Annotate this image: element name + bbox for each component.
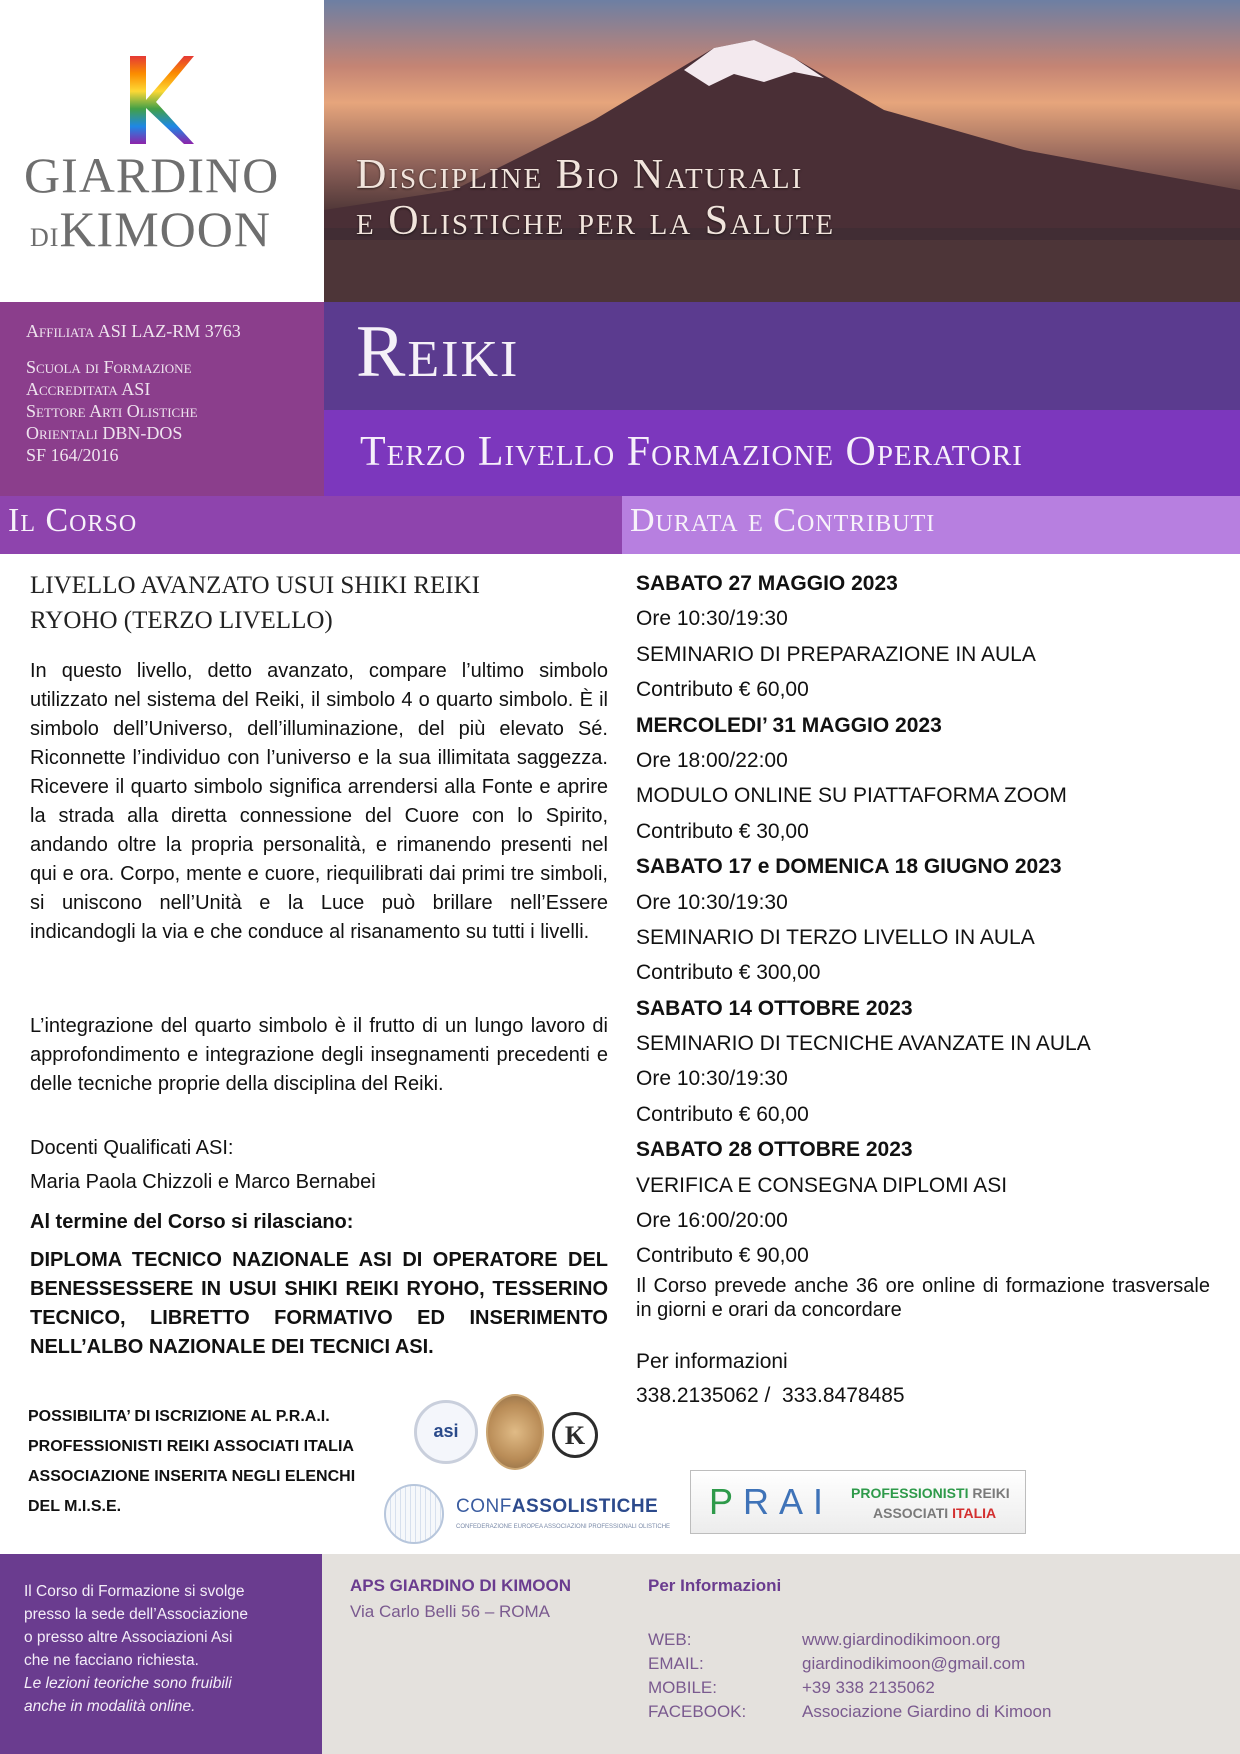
course-title-line: LIVELLO AVANZATO USUI SHIKI REIKI <box>30 572 480 599</box>
prai-logo <box>690 1470 1026 1534</box>
level-title-panel <box>324 410 1240 496</box>
logo-text-kimoon-word: KIMOON <box>59 201 271 257</box>
footer-left-line: anche in modalità online. <box>24 1698 196 1715</box>
course-title <box>30 568 610 638</box>
footer-left-text <box>24 1580 304 1718</box>
prai-note-line: DEL M.I.S.E. <box>28 1498 122 1515</box>
prai-word: ASSOCIATI <box>873 1505 949 1521</box>
schedule-detail: Ore 10:30/19:30 <box>636 607 788 631</box>
prai-letter-p: P <box>709 1481 744 1522</box>
logo-text-giardino: GIARDINO <box>24 147 280 203</box>
schedule-date: SABATO 17 e DOMENICA 18 GIUGNO 2023 <box>636 855 1062 879</box>
course-integration-paragraph: L’integrazione del quarto simbolo è il frutto di un lungo lavoro di approfondimento e integrazione degli insegnamenti precedenti e delle tecniche proprie della disciplina del Reiki. <box>30 1015 608 1095</box>
confassolistiche-subtitle: CONFEDERAZIONE EUROPEA ASSOCIAZIONI PROFESSIONALI OLISTICHE <box>456 1524 671 1530</box>
prai-registration-note <box>28 1402 388 1522</box>
globe-icon <box>384 1484 444 1544</box>
kimoon-seal-icon <box>552 1412 598 1458</box>
prai-subtitle-line1 <box>851 1485 1010 1501</box>
prai-subtitle-line2 <box>873 1505 996 1521</box>
prai-note-line: PROFESSIONISTI REIKI ASSOCIATI ITALIA <box>28 1438 354 1455</box>
prai-word: REIKI <box>972 1485 1010 1501</box>
schedule-detail: VERIFICA E CONSEGNA DIPLOMI ASI <box>636 1173 1008 1197</box>
prai-word: PROFESSIONISTI <box>851 1485 969 1501</box>
footer-facebook-label: FACEBOOK: <box>648 1702 747 1721</box>
section-heading-durata <box>622 496 1240 554</box>
confass-prefix: CONF <box>456 1496 512 1517</box>
section-heading-text: Il Corso <box>8 502 138 539</box>
course-title-line: RYOHO (TERZO LIVELLO) <box>30 607 333 634</box>
schedule-detail: MODULO ONLINE SU PIATTAFORMA ZOOM <box>636 784 1067 808</box>
prai-note-line: POSSIBILITA’ DI ISCRIZIONE AL P.R.A.I. <box>28 1408 330 1425</box>
schedule-date: SABATO 28 OTTOBRE 2023 <box>636 1138 913 1162</box>
section-heading-text: Durata e Contributi <box>630 502 936 539</box>
teachers-names: Maria Paola Chizzoli e Marco Bernabei <box>30 1171 376 1193</box>
affiliation-line: Scuola di Formazione <box>26 357 192 377</box>
schedule-date: SABATO 14 OTTOBRE 2023 <box>636 996 913 1020</box>
footer-email-link[interactable]: giardinodikimoon@gmail.com <box>802 1654 1026 1673</box>
info-label: Per informazioni <box>636 1350 788 1373</box>
footer-facebook-link[interactable]: Associazione Giardino di Kimoon <box>802 1702 1052 1721</box>
footer-web-link[interactable]: www.giardinodikimoon.org <box>802 1630 1001 1649</box>
schedule-detail: Ore 16:00/20:00 <box>636 1209 788 1233</box>
schedule-detail: SEMINARIO DI TERZO LIVELLO IN AULA <box>636 925 1035 949</box>
prai-letters: RAI <box>743 1481 834 1522</box>
schedule-list <box>636 566 1212 1274</box>
footer-left-panel <box>0 1554 322 1754</box>
footer-left-line: che ne facciano richiesta. <box>24 1652 199 1669</box>
logo-text-kimoon <box>30 200 310 258</box>
schedule-detail: Contributo € 90,00 <box>636 1244 809 1268</box>
k-logo-icon <box>128 52 194 148</box>
diploma-text: DIPLOMA TECNICO NAZIONALE ASI DI OPERATORE DEL BENESSESSERE IN USUI SHIKI REIKI RYOHO, TESSERINO TECNICO, LIBRETTO FORMATIVO ED INSERIMENTO NELL’ALBO NAZIONALE DEI TECNICI ASI. <box>30 1249 608 1358</box>
schedule-detail: Ore 10:30/19:30 <box>636 1067 788 1091</box>
asi-seal-icon <box>414 1400 478 1464</box>
schedule-detail: SEMINARIO DI PREPARAZIONE IN AULA <box>636 642 1036 666</box>
logo-panel <box>0 0 324 302</box>
schedule-detail: Contributo € 30,00 <box>636 819 809 843</box>
schedule-detail: Ore 10:30/19:30 <box>636 890 788 914</box>
footer-email-label: EMAIL: <box>648 1654 704 1673</box>
affiliation-line: SF 164/2016 <box>26 445 119 465</box>
affiliation-line: Affiliata ASI LAZ-RM 3763 <box>26 321 241 341</box>
schedule-detail: Contributo € 300,00 <box>636 961 821 985</box>
hero-title-line2: e Olistiche per la Salute <box>356 198 836 244</box>
course-name-title: Reiki <box>356 311 520 393</box>
affiliation-line: Orientali DBN-DOS <box>26 423 183 443</box>
footer-left-line: Il Corso di Formazione si svolge <box>24 1583 245 1600</box>
schedule-date: SABATO 27 MAGGIO 2023 <box>636 572 898 595</box>
reiki-title-panel <box>324 302 1240 410</box>
kimoon-seal-text: K <box>564 1421 586 1450</box>
release-label: Al termine del Corso si rilasciano: <box>30 1211 354 1233</box>
asi-seal-text: asi <box>433 1421 459 1441</box>
confassolistiche-name <box>456 1496 658 1518</box>
affiliation-line: Accreditata ASI <box>26 379 151 399</box>
hero-title-line1: Discipline Bio Naturali <box>356 152 804 198</box>
footer-mobile-value: +39 338 2135062 <box>802 1678 935 1697</box>
footer-info-heading: Per Informazioni <box>648 1576 782 1595</box>
footer-right-panel <box>322 1554 1240 1754</box>
confassolistiche-logo <box>384 1484 671 1546</box>
gold-seal-icon <box>486 1394 544 1470</box>
footer-address: Via Carlo Belli 56 – ROMA <box>350 1602 550 1621</box>
online-hours-note: Il Corso prevede anche 36 ore online di formazione trasversale in giorni e orari da concordare <box>636 1275 1210 1321</box>
schedule-date: MERCOLEDI’ 31 MAGGIO 2023 <box>636 713 942 737</box>
logo-text-di: DI <box>30 223 60 252</box>
schedule-detail: Ore 18:00/22:00 <box>636 748 788 772</box>
affiliation-line: Settore Arti Olistiche <box>26 401 198 421</box>
footer-mobile-label: MOBILE: <box>648 1678 717 1697</box>
schedule-detail: SEMINARIO DI TECNICHE AVANZATE IN AULA <box>636 1032 1091 1056</box>
footer-web-label: WEB: <box>648 1630 692 1649</box>
prai-word: ITALIA <box>952 1505 997 1521</box>
level-title: Terzo Livello Formazione Operatori <box>360 429 1023 475</box>
affiliation-text <box>26 320 316 466</box>
teachers-label: Docenti Qualificati ASI: <box>30 1137 234 1159</box>
prai-note-line: ASSOCIAZIONE INSERITA NEGLI ELENCHI <box>28 1468 356 1485</box>
footer-left-line: o presso altre Associazioni Asi <box>24 1629 233 1646</box>
affiliation-panel <box>0 302 324 496</box>
info-phones: 338.2135062 / 333.8478485 <box>636 1384 905 1407</box>
footer-left-line: Le lezioni teoriche sono fruibili <box>24 1675 232 1692</box>
prai-wordmark <box>709 1481 833 1523</box>
section-heading-corso <box>0 496 622 554</box>
hero-banner <box>324 0 1240 302</box>
schedule-detail: Contributo € 60,00 <box>636 678 809 702</box>
hero-title <box>356 152 1216 244</box>
footer-left-line: presso la sede dell’Associazione <box>24 1606 249 1623</box>
confass-suffix: ASSOLISTICHE <box>511 1496 659 1517</box>
schedule-detail: Contributo € 60,00 <box>636 1102 809 1126</box>
course-description-paragraph: In questo livello, detto avanzato, compare l’ultimo simbolo utilizzato nel sistema del Reiki, il simbolo 4 o quarto simbolo. È il simbolo dell’Universo, dell’illuminazione, del più elevato Sé. Riconnette l’individuo con l’universo e la sua illimitata saggezza. Ricevere il quarto simbolo significa arrendersi alla Fonte e aprire la strada alla diretta connessione del Cuore con lo Spirito, andando oltre la propria personalità, e rimanendo presenti nel qui e ora. Corpo, mente e cuore, riequilibrati dai primi tre simboli, si uniscono nell’Unità e la Luce può brillare nell’Essere indicandogli la via e che conduce al risanamento su tutti i livelli. <box>30 660 608 943</box>
footer-org-name: APS GIARDINO DI KIMOON <box>350 1576 572 1595</box>
mount-fuji-image <box>324 0 1240 302</box>
